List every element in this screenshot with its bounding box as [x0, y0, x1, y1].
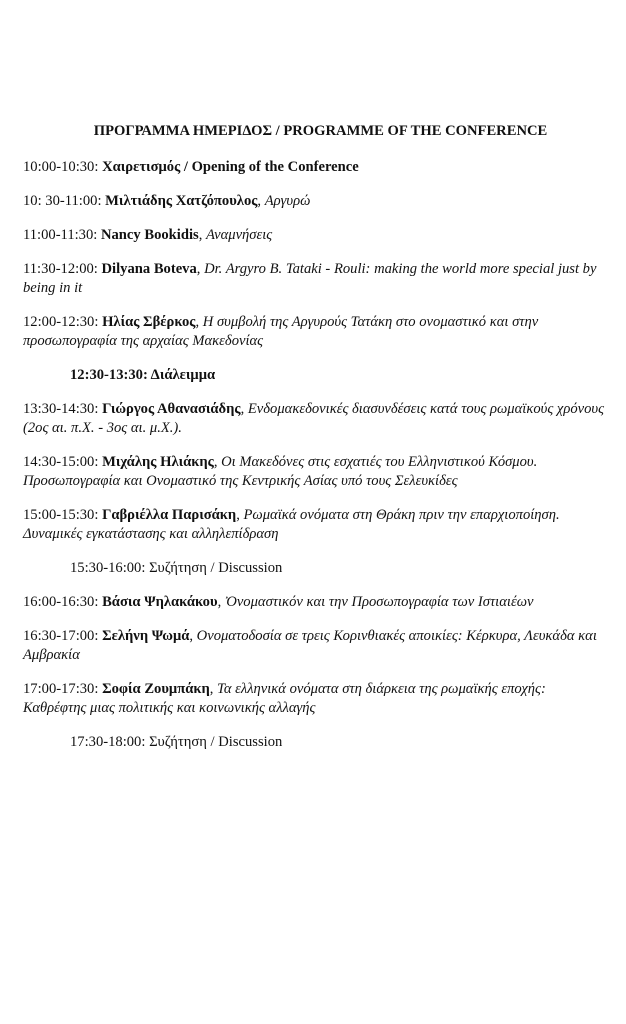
schedule-entry [23, 627, 608, 665]
schedule-entry [23, 400, 608, 438]
separator: , [195, 314, 203, 330]
separator: , [217, 594, 225, 610]
separator: , [209, 681, 218, 697]
separator: , [236, 507, 244, 523]
break-entry-lunch [23, 366, 608, 385]
speaker-name: Σελήνη Ψωμά [102, 628, 190, 644]
break-label: Συζήτηση / Discussion [149, 734, 283, 750]
separator: , [240, 401, 248, 417]
separator: , [213, 454, 222, 470]
speaker-name: Ηλίας Σβέρκος [102, 314, 196, 330]
separator: , [257, 193, 265, 209]
talk-title: Ρωμαϊκά ονόματα στη Θράκη πριν την επαρχιοποίηση. Δυναμικές εγκατάστασης και αλληλεπίδραση [23, 507, 560, 542]
talk-title: Ονοματοδοσία σε τρεις Κορινθιακές αποικίες: Κέρκυρα, Λευκάδα και Αμβρακία [23, 628, 597, 663]
break-time: 15:30-16:00: [70, 560, 150, 576]
schedule-entry [23, 313, 608, 351]
entry-time: 10: 30-11:00: [23, 193, 106, 209]
talk-title: Αναμνήσεις [206, 227, 273, 243]
talk-title: Η συμβολή της Αργυρούς Τατάκη στο ονομαστικό και στην προσωπογραφία της αρχαίας Μακεδονίας [23, 314, 539, 349]
speaker-name: Βάσια Ψηλακάκου [102, 594, 218, 610]
schedule-entry [23, 260, 608, 298]
talk-title: Τα ελληνικά ονόματα στη διάρκεια της ρωμαϊκής εποχής: Καθρέφτης μιας πολιτικής και κοινωνικής αλλαγής [23, 681, 546, 716]
speaker-name: Nancy Bookidis [100, 227, 199, 243]
schedule-entry [23, 506, 608, 544]
break-entry-discussion [23, 559, 608, 578]
entry-time: 15:00-15:30: [23, 507, 103, 523]
schedule-entry [23, 192, 608, 211]
document-page [23, 122, 608, 767]
separator: , [196, 261, 205, 277]
talk-title: Αργυρώ [264, 193, 311, 209]
separator: , [189, 628, 197, 644]
break-label: Διάλειμμα [150, 367, 216, 383]
schedule-entry [23, 226, 608, 245]
document-title: ΠΡΟΓΡΑΜΜΑ ΗΜΕΡΙΔΟΣ / PROGRAMME OF THE CONFERENCE [93, 123, 548, 139]
entry-time: 13:30-14:30: [23, 401, 103, 417]
speaker-name: Μιχάλης Ηλιάκης [102, 454, 214, 470]
entry-title: Χαιρετισμός / Opening of the Conference [102, 159, 359, 175]
entry-time: 12:00-12:30: [23, 314, 103, 330]
entry-time: 10:00-10:30: [23, 159, 103, 175]
schedule-entry-opening [23, 158, 608, 177]
talk-title: Dr. Argyro B. Tataki - Rouli: making the world more special just by being in it [23, 261, 597, 296]
schedule-entry [23, 593, 608, 612]
talk-title: Ὀνομαστικόν και την Προσωπογραφία των Ιστιαιέων [224, 594, 534, 610]
break-time: 17:30-18:00: [70, 734, 150, 750]
entry-time: 11:00-11:30: [23, 227, 101, 243]
speaker-name: Dilyana Boteva [101, 261, 197, 277]
speaker-name: Γαβριέλλα Παρισάκη [102, 507, 237, 523]
entry-time: 16:30-17:00: [23, 628, 103, 644]
break-time: 12:30-13:30: [70, 367, 151, 383]
speaker-name: Γιώργος Αθανασιάδης [102, 401, 241, 417]
separator: , [198, 227, 206, 243]
entry-time: 17:00-17:30: [23, 681, 103, 697]
break-entry-discussion [23, 733, 608, 752]
schedule-entry [23, 680, 608, 718]
entry-time: 11:30-12:00: [23, 261, 102, 277]
entry-time: 16:00-16:30: [23, 594, 103, 610]
speaker-name: Μιλτιάδης Χατζόπουλος [105, 193, 258, 209]
talk-title: Ενδομακεδονικές διασυνδέσεις κατά τους ρωμαϊκούς χρόνους (2ος αι. π.Χ. - 3ος αι. μ.Χ.). [23, 401, 605, 436]
entry-time: 14:30-15:00: [23, 454, 103, 470]
speaker-name: Σοφία Ζουμπάκη [102, 681, 210, 697]
break-label: Συζήτηση / Discussion [149, 560, 283, 576]
talk-title: Οι Μακεδόνες στις εσχατιές του Ελληνιστικού Κόσμου. Προσωπογραφία και Ονομαστικό της Κεντρικής Ασίας υπό τους Σελευκίδες [23, 454, 538, 489]
schedule-entry [23, 453, 608, 491]
